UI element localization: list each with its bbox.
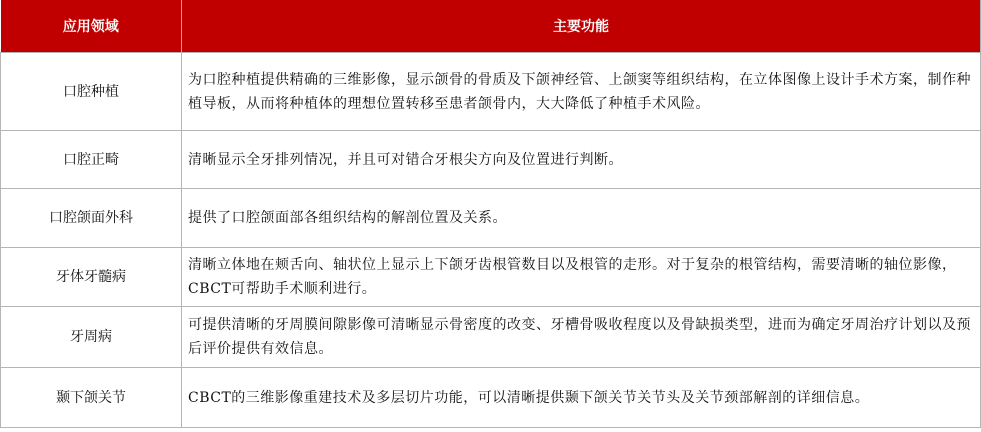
table-row xyxy=(1,248,981,307)
table-row xyxy=(1,53,981,131)
function-cell: 清晰显示全牙排列情况，并且可对错合牙根尖方向及位置进行判断。 xyxy=(182,131,981,189)
field-cell: 口腔颌面外科 xyxy=(1,189,182,248)
table-row xyxy=(1,368,981,428)
function-cell: 可提供清晰的牙周膜间隙影像可清晰显示骨密度的改变、牙槽骨吸收程度以及骨缺损类型，进而为确定牙周治疗计划以及预后评价提供有效信息。 xyxy=(182,307,981,368)
function-cell: CBCT的三维影像重建技术及多层切片功能，可以清晰提供颞下颌关节关节头及关节颈部解剖的详细信息。 xyxy=(182,368,981,428)
function-cell: 提供了口腔颌面部各组织结构的解剖位置及关系。 xyxy=(182,189,981,248)
table-header-row xyxy=(1,0,981,53)
header-function: 主要功能 xyxy=(182,0,981,53)
function-cell: 清晰立体地在颊舌向、轴状位上显示上下颌牙齿根管数目以及根管的走形。对于复杂的根管结构，需要清晰的轴位影像，CBCT可帮助手术顺利进行。 xyxy=(182,248,981,307)
field-cell: 口腔正畸 xyxy=(1,131,182,189)
table-row xyxy=(1,131,981,189)
header-field: 应用领域 xyxy=(1,0,182,53)
table-row xyxy=(1,189,981,248)
function-cell: 为口腔种植提供精确的三维影像，显示颌骨的骨质及下颌神经管、上颌窦等组织结构，在立体图像上设计手术方案，制作种植导板，从而将种植体的理想位置转移至患者颌骨内，大大降低了种植手术风险。 xyxy=(182,53,981,131)
field-cell: 牙体牙髓病 xyxy=(1,248,182,307)
field-cell: 颞下颌关节 xyxy=(1,368,182,428)
table-row xyxy=(1,307,981,368)
field-cell: 牙周病 xyxy=(1,307,182,368)
field-cell: 口腔种植 xyxy=(1,53,182,131)
